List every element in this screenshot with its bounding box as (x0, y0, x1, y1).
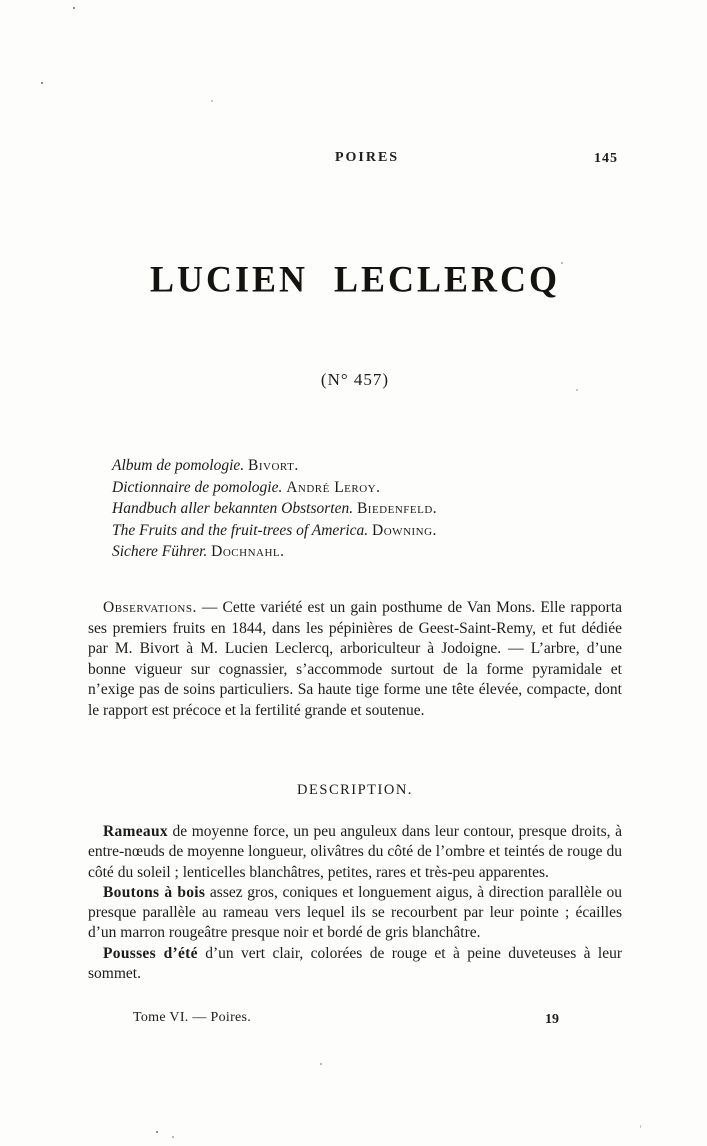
description-heading: DESCRIPTION. (297, 782, 413, 798)
variety-number: (N° 457) (320, 370, 390, 389)
observations-label: Observations. (103, 599, 197, 616)
observations-text: — Cette variété est un gain posthume de Van Mons. Elle rapporta ses premiers fruits en 1844, dans les pépinières de Geest-Saint-Remy, et fut dédiée par M. Bivort à M. Lucien Leclercq, arboriculteur à Jodoigne. — L’arbre, d’une bonne vigueur sur cognassier, s’accommode surtout de la forme pyramidale et n’exige pas de soins particuliers. Sa haute tige forme une tête élevée, compacte, dont le rapport est précoce et la fertilité grande et soutenue. (88, 599, 622, 719)
scan-speck (320, 1063, 322, 1065)
work-author: André Leroy. (286, 478, 381, 496)
running-title: POIRES (334, 150, 400, 165)
scan-speck (561, 262, 563, 264)
page-number-bottom: 19 (545, 1012, 559, 1027)
paragraph-lead: Boutons à bois (103, 883, 206, 901)
bibliography-entry (112, 455, 622, 477)
page-number-top: 145 (594, 151, 618, 166)
page-header (88, 150, 622, 168)
paragraph-lead: Rameaux (103, 823, 168, 840)
work-author: Downing. (372, 521, 437, 539)
work-author: Bivort. (248, 457, 299, 474)
scan-speck (172, 1136, 174, 1138)
work-author: Biedenfeld. (356, 500, 438, 517)
bibliography-list (88, 455, 622, 563)
paragraph-lead: Pousses d’été (103, 944, 198, 962)
description-paragraph-pousses (88, 944, 622, 985)
work-title: Handbuch aller bekannten Obstsorten. (112, 500, 354, 517)
scan-speck (73, 7, 75, 9)
scan-speck (211, 100, 213, 102)
page-footer (88, 1010, 622, 1028)
paragraph-text: d’un vert clair, colorées de rouge et à peine duveteuses à leur sommet. (88, 944, 622, 983)
work-title: Album de pomologie. (112, 457, 245, 474)
bibliography-entry (112, 498, 622, 520)
bibliography-entry (112, 520, 622, 542)
description-section (88, 822, 622, 984)
scan-speck (576, 389, 578, 391)
work-title: Sichere Führer. (112, 543, 208, 560)
scan-speck (41, 82, 43, 84)
observations-paragraph (88, 598, 622, 722)
work-title: Dictionnaire de pomologie. (112, 478, 283, 496)
volume-caption: Tome VI. — Poires. (133, 1010, 252, 1025)
work-author: Dochnahl. (211, 543, 285, 560)
page-title: LUCIEN LECLERCQ (149, 258, 561, 300)
bibliography-entry (112, 541, 622, 563)
work-title: The Fruits and the fruit-trees of America. (112, 521, 369, 539)
scan-speck (156, 1131, 158, 1133)
description-paragraph-rameaux (88, 822, 622, 883)
description-paragraph-boutons (88, 883, 622, 944)
paragraph-text: de moyenne force, un peu anguleux dans leur contour, presque droits, à entre-nœuds de moyenne longueur, olivâtres du côté de l’ombre et teintés de rouge du côté du soleil ; lenticelles blanchâtres, petites, rares et très-peu apparentes. (88, 823, 622, 881)
scan-speck (640, 1125, 641, 1128)
paragraph-text: assez gros, coniques et longuement aigus, à direction parallèle ou presque parallèle au rameau vers lequel ils se recourbent par leur pointe ; écailles d’un marron rougeâtre presque noir et bordé de gris blanchâtre. (88, 883, 622, 942)
bibliography-entry (112, 477, 622, 499)
